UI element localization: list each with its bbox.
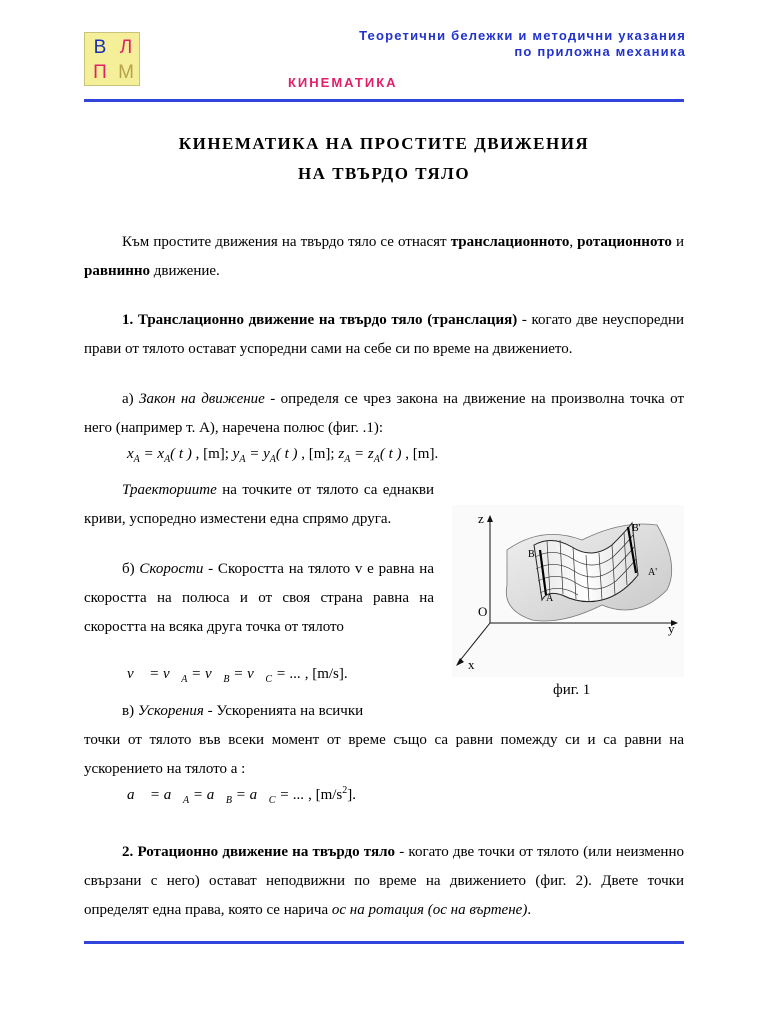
law-of-motion-equation: $x_A = x_A$( t ) , [m]; $y_A = y_A$( t ) , [m]; $z_A = z_A$( t ) , [m].: [127, 446, 439, 465]
sec1-law-paragraph: а) Закон на движение - определя се чрез закона на движение на произволна точка от него (например т. А), наречена полюс (фиг. .1):: [84, 391, 684, 436]
point-label-b-prime: B': [632, 523, 641, 534]
header-title-line2: по приложна механика: [514, 44, 686, 59]
accelerations-paragraph-cont: точки от тялото във всеки момент от време също са равни помежду си и са равни на ускорението на тялото a :: [84, 732, 684, 777]
logo-letter: П: [93, 62, 107, 83]
figure-1-translation: [452, 505, 684, 677]
point-label-a: A: [546, 593, 554, 604]
header-title-line1: Теоретични бележки и методични указания: [359, 28, 686, 43]
point-label-a-prime: A': [648, 567, 658, 578]
page-title-line2: НА ТВЪРДО ТЯЛО: [297, 164, 471, 183]
footer-divider: [84, 941, 684, 944]
sec1-definition: 1. Транслационно движение на твърдо тяло (транслация) - когато две неуспоредни прави от тялото остават успоредни сами на себе си по време на движението.: [84, 312, 684, 357]
point-label-b: B: [528, 549, 535, 560]
section-label: КИНЕМАТИКА: [288, 75, 398, 90]
logo-letter: М: [118, 62, 134, 83]
axis-label-z: z: [478, 511, 484, 526]
accelerations-paragraph: в) Ускорения - Ускоренията на всички: [122, 703, 364, 719]
vlpm-logo: [84, 32, 140, 86]
velocities-paragraph: б) Скорости - Скоростта на тялото v е равна на скоростта на полюса и от своя страна равна на скоростта на всяка друга точка от тялото: [84, 561, 434, 635]
logo-letter: Л: [119, 37, 133, 58]
sec1-heading: 1. Транслационно движение на твърдо тяло (транслация): [122, 312, 518, 328]
velocity-equation: v⃗ = $v⃗_A$ = $v⃗_B$ = $v⃗_C$ = ... , [m/s].: [127, 666, 348, 685]
trajectories-paragraph: Траекториите на точките от тялото са еднакви криви, успоредно изместени една спрямо друга.: [84, 482, 434, 527]
page-title-line1: КИНЕМАТИКА НА ПРОСТИТЕ ДВИЖЕНИЯ: [178, 134, 590, 153]
axis-label-y: y: [668, 621, 675, 636]
logo-letter: В: [93, 37, 107, 58]
intro-paragraph: Към простите движения на твърдо тяло се отнасят транслационното, ротационното и равнинно движение.: [84, 234, 685, 279]
header-divider: [84, 99, 684, 102]
axis-label-x: x: [468, 657, 475, 672]
acceleration-equation: a⃗ = $a⃗_A$ = $a⃗_B$ = $a⃗_C$ = ... , $[m/s^2]$.: [127, 785, 356, 806]
sec2-heading: 2. Ротационно движение на твърдо тяло: [122, 844, 396, 860]
figure-1-caption: фиг. 1: [553, 682, 591, 698]
sec2-definition: 2. Ротационно движение на твърдо тяло - когато две точки от тялото (или неизменно свързани с него) остават неподвижни по време на движението (фиг. 2). Двете точки определят една права, която се нарича ос на ротация (ос на въртене).: [84, 844, 684, 918]
origin-label: O: [478, 604, 488, 619]
